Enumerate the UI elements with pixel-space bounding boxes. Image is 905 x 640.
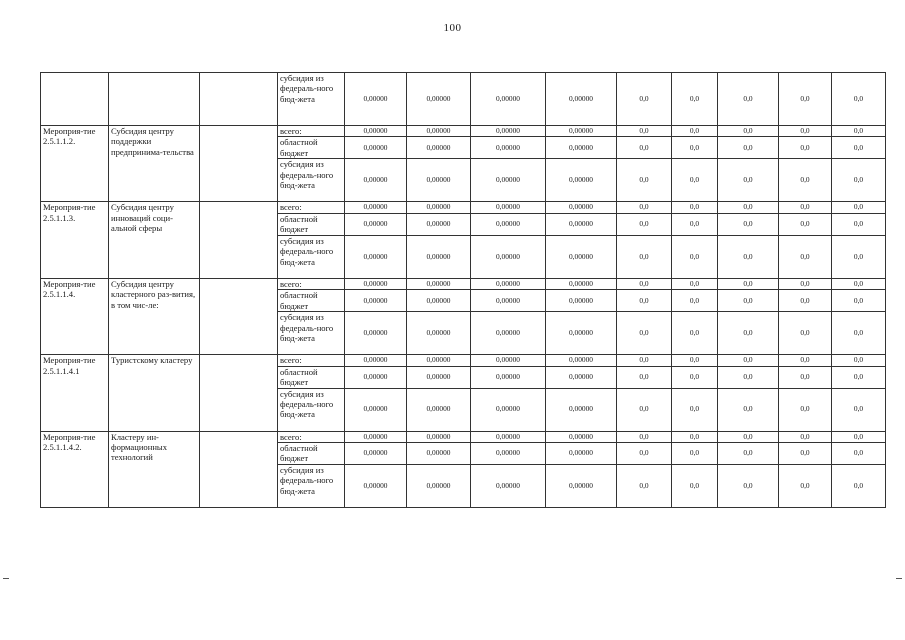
value-cell: 0,00000 [471,355,546,366]
value-cell: 0,0 [832,159,886,202]
value-cell: 0,00000 [407,202,471,213]
value-cell: 0,00000 [546,126,617,137]
value-cell: 0,00000 [345,355,407,366]
value-cell: 0,00000 [345,465,407,508]
value-cell: 0,0 [779,213,832,235]
source-cell: всего: [278,126,345,137]
activity-name-cell [109,73,200,126]
value-cell: 0,0 [718,431,779,442]
table-row [41,126,886,137]
value-cell: 0,0 [832,213,886,235]
value-cell: 0,0 [718,235,779,278]
value-cell: 0,00000 [546,137,617,159]
value-cell: 0,00000 [546,213,617,235]
executor-cell [200,278,278,354]
value-cell: 0,00000 [546,278,617,289]
value-cell: 0,0 [617,366,672,388]
value-cell: 0,0 [832,355,886,366]
executor-cell [200,431,278,507]
source-cell: субсидия из федераль-ного бюд-жета [278,159,345,202]
value-cell: 0,0 [672,137,718,159]
value-cell: 0,0 [779,366,832,388]
source-cell: всего: [278,355,345,366]
value-cell: 0,00000 [407,443,471,465]
value-cell: 0,0 [718,278,779,289]
scan-edge-mark [3,578,9,579]
budget-table [40,72,886,508]
value-cell: 0,0 [779,202,832,213]
value-cell: 0,0 [779,312,832,355]
value-cell: 0,0 [718,137,779,159]
value-cell: 0,00000 [407,126,471,137]
activity-label: Мероприя-тие 2.5.1.1.4.2. [41,431,109,507]
value-cell: 0,00000 [546,366,617,388]
activity-name: Кластеру ин-формационных технологий [109,431,200,507]
activity-name: Субсидия центру инноваций соци-альной сферы [109,202,200,278]
value-cell: 0,0 [617,431,672,442]
value-cell: 0,0 [832,312,886,355]
value-cell: 0,0 [832,137,886,159]
value-cell: 0,00000 [407,137,471,159]
value-cell: 0,00000 [407,159,471,202]
value-cell: 0,0 [672,366,718,388]
activity-label-cell [41,73,109,126]
table-row [41,431,886,442]
value-cell: 0,0 [832,290,886,312]
value-cell: 0,00000 [345,126,407,137]
value-cell: 0,00000 [546,290,617,312]
source-cell: субсидия из федераль-ного бюд-жета [278,465,345,508]
value-cell: 0,0 [617,137,672,159]
value-cell: 0,0 [779,126,832,137]
value-cell: 0,00000 [546,312,617,355]
value-cell: 0,0 [672,235,718,278]
source-cell: областной бюджет [278,290,345,312]
value-cell: 0,00000 [345,137,407,159]
value-cell: 0,0 [779,159,832,202]
executor-cell [200,355,278,431]
value-cell: 0,00000 [345,213,407,235]
value-cell: 0,00000 [546,355,617,366]
value-cell: 0,00000 [471,431,546,442]
source-cell: субсидия из федераль-ного бюд-жета [278,312,345,355]
value-cell: 0,0 [617,126,672,137]
value-cell: 0,0 [718,73,779,126]
value-cell: 0,0 [672,443,718,465]
value-cell: 0,00000 [471,73,546,126]
value-cell: 0,0 [718,465,779,508]
activity-label: Мероприя-тие 2.5.1.1.3. [41,202,109,278]
value-cell: 0,00000 [471,312,546,355]
value-cell: 0,00000 [546,443,617,465]
value-cell: 0,0 [718,355,779,366]
value-cell: 0,0 [718,388,779,431]
value-cell: 0,00000 [407,312,471,355]
value-cell: 0,0 [672,465,718,508]
value-cell: 0,00000 [471,278,546,289]
source-cell: областной бюджет [278,366,345,388]
value-cell: 0,0 [672,159,718,202]
activity-label: Мероприя-тие 2.5.1.1.4.1 [41,355,109,431]
value-cell: 0,00000 [407,213,471,235]
value-cell: 0,0 [718,443,779,465]
value-cell: 0,0 [718,312,779,355]
value-cell: 0,00000 [546,465,617,508]
activity-label: Мероприя-тие 2.5.1.1.4. [41,278,109,354]
value-cell: 0,00000 [407,431,471,442]
value-cell: 0,00000 [546,202,617,213]
value-cell: 0,0 [672,312,718,355]
value-cell: 0,0 [617,73,672,126]
value-cell: 0,0 [832,235,886,278]
value-cell: 0,00000 [546,159,617,202]
value-cell: 0,00000 [345,202,407,213]
executor-cell [200,126,278,202]
table-body [41,73,886,508]
value-cell: 0,00000 [345,73,407,126]
value-cell: 0,00000 [345,235,407,278]
value-cell: 0,00000 [407,465,471,508]
source-cell: субсидия из федераль-ного бюд-жета [278,388,345,431]
value-cell: 0,00000 [345,431,407,442]
value-cell: 0,0 [832,431,886,442]
value-cell: 0,00000 [471,213,546,235]
value-cell: 0,00000 [407,73,471,126]
value-cell: 0,0 [779,431,832,442]
value-cell: 0,0 [718,202,779,213]
value-cell: 0,0 [832,388,886,431]
value-cell: 0,00000 [546,388,617,431]
value-cell: 0,0 [832,126,886,137]
value-cell: 0,00000 [345,366,407,388]
value-cell: 0,00000 [471,388,546,431]
value-cell: 0,00000 [471,443,546,465]
value-cell: 0,00000 [407,235,471,278]
value-cell: 0,0 [617,312,672,355]
value-cell: 0,0 [718,290,779,312]
value-cell: 0,00000 [471,126,546,137]
value-cell: 0,0 [617,443,672,465]
value-cell: 0,00000 [407,366,471,388]
activity-name: Субсидия центру поддержки предпринима-тельства [109,126,200,202]
value-cell: 0,0 [617,290,672,312]
source-cell: областной бюджет [278,137,345,159]
value-cell: 0,0 [779,278,832,289]
value-cell: 0,00000 [471,290,546,312]
value-cell: 0,00000 [471,235,546,278]
value-cell: 0,00000 [345,290,407,312]
value-cell: 0,0 [832,73,886,126]
activity-name: Субсидия центру кластерного раз-вития, в том чис-ле: [109,278,200,354]
value-cell: 0,00000 [345,443,407,465]
value-cell: 0,0 [617,202,672,213]
value-cell: 0,0 [617,388,672,431]
value-cell: 0,00000 [407,278,471,289]
value-cell: 0,00000 [471,202,546,213]
value-cell: 0,0 [672,73,718,126]
value-cell: 0,0 [779,137,832,159]
value-cell: 0,0 [779,355,832,366]
value-cell: 0,0 [617,159,672,202]
activity-name: Туристскому кластеру [109,355,200,431]
source-cell: всего: [278,431,345,442]
value-cell: 0,0 [672,355,718,366]
value-cell: 0,0 [672,290,718,312]
table-row [41,73,886,126]
value-cell: 0,0 [832,278,886,289]
value-cell: 0,00000 [471,137,546,159]
value-cell: 0,0 [718,366,779,388]
value-cell: 0,0 [779,465,832,508]
value-cell: 0,00000 [546,235,617,278]
value-cell: 0,0 [779,388,832,431]
value-cell: 0,0 [718,159,779,202]
value-cell: 0,0 [718,213,779,235]
source-cell: областной бюджет [278,213,345,235]
table-row [41,202,886,213]
value-cell: 0,00000 [471,159,546,202]
value-cell: 0,0 [672,431,718,442]
executor-cell [200,73,278,126]
value-cell: 0,00000 [471,366,546,388]
value-cell: 0,0 [672,388,718,431]
value-cell: 0,0 [832,366,886,388]
value-cell: 0,0 [617,355,672,366]
value-cell: 0,00000 [407,355,471,366]
value-cell: 0,0 [779,235,832,278]
value-cell: 0,0 [617,465,672,508]
source-cell: всего: [278,278,345,289]
value-cell: 0,00000 [546,73,617,126]
source-cell: всего: [278,202,345,213]
source-cell: областной бюджет [278,443,345,465]
value-cell: 0,00000 [345,159,407,202]
value-cell: 0,0 [672,126,718,137]
value-cell: 0,0 [832,465,886,508]
value-cell: 0,0 [672,213,718,235]
value-cell: 0,0 [832,443,886,465]
value-cell: 0,0 [779,443,832,465]
source-cell: субсидия из федераль-ного бюд-жета [278,235,345,278]
value-cell: 0,0 [718,126,779,137]
page-number: 100 [443,22,462,34]
value-cell: 0,0 [672,202,718,213]
scan-edge-mark [896,578,902,579]
value-cell: 0,00000 [546,431,617,442]
source-cell: субсидия из федераль-ного бюд-жета [278,73,345,126]
value-cell: 0,0 [617,278,672,289]
value-cell: 0,0 [617,213,672,235]
value-cell: 0,0 [779,290,832,312]
value-cell: 0,00000 [471,465,546,508]
value-cell: 0,00000 [407,290,471,312]
value-cell: 0,00000 [407,388,471,431]
value-cell: 0,0 [617,235,672,278]
table-row [41,355,886,366]
value-cell: 0,0 [832,202,886,213]
value-cell: 0,00000 [345,388,407,431]
value-cell: 0,0 [672,278,718,289]
table-row [41,278,886,289]
value-cell: 0,00000 [345,278,407,289]
activity-label: Мероприя-тие 2.5.1.1.2. [41,126,109,202]
value-cell: 0,0 [779,73,832,126]
executor-cell [200,202,278,278]
value-cell: 0,00000 [345,312,407,355]
